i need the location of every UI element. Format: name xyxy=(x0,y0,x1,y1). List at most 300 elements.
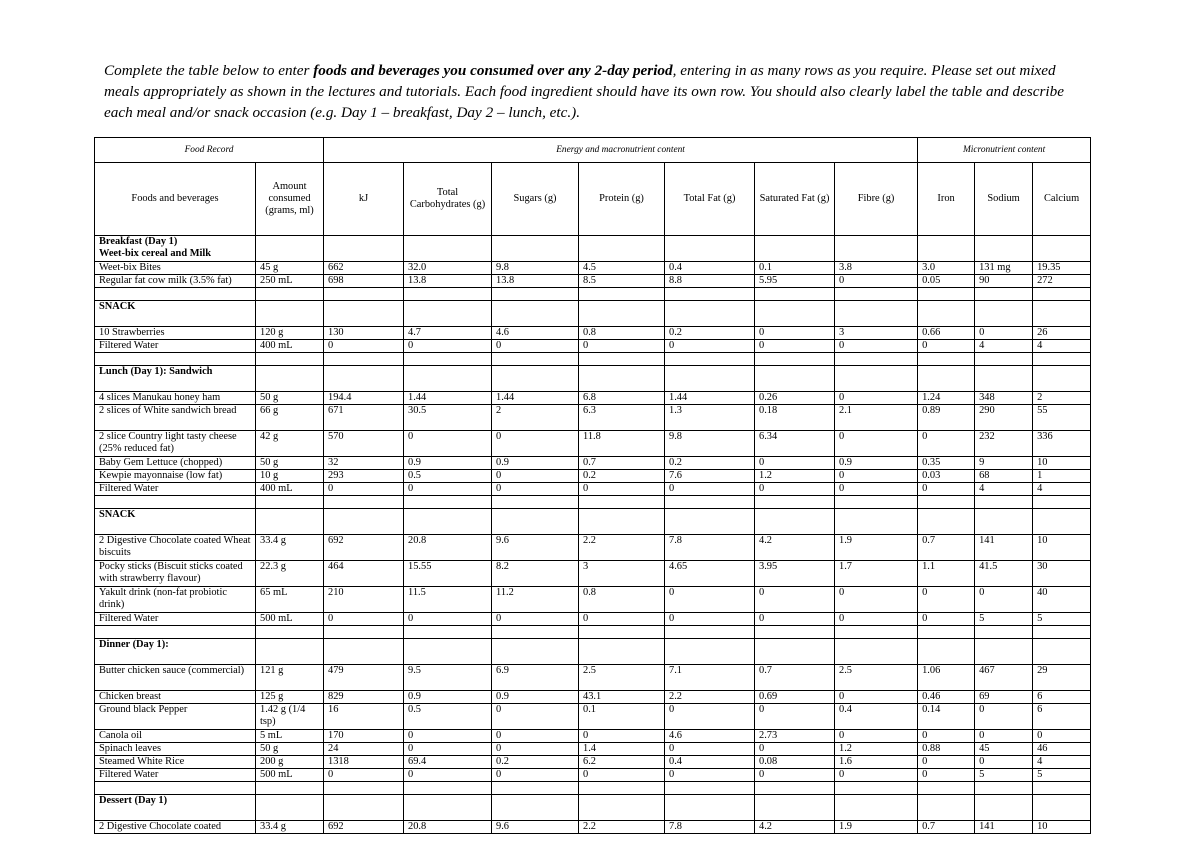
food-name-cell: Canola oil xyxy=(95,730,256,743)
nutrient-value-cell: 3.0 xyxy=(918,262,975,275)
nutrient-value-cell: 6.9 xyxy=(492,665,579,691)
food-item-row xyxy=(95,561,1091,587)
empty-cell xyxy=(975,236,1033,262)
nutrient-value-cell: 141 xyxy=(975,821,1033,834)
empty-cell xyxy=(835,236,918,262)
nutrient-value-cell: 30 xyxy=(1033,561,1091,587)
column-header: Total Fat (g) xyxy=(665,163,755,236)
food-name-cell: 10 Strawberries xyxy=(95,327,256,340)
empty-cell xyxy=(1033,639,1091,665)
empty-cell xyxy=(579,639,665,665)
energy-macronutrient-group-header: Energy and macronutrient content xyxy=(324,138,918,163)
nutrient-value-cell: 4.6 xyxy=(665,730,755,743)
nutrient-value-cell: 0 xyxy=(492,730,579,743)
nutrient-value-cell: 0 xyxy=(835,483,918,496)
food-item-row xyxy=(95,262,1091,275)
empty-cell xyxy=(404,236,492,262)
empty-cell xyxy=(324,301,404,327)
food-name-cell: Baby Gem Lettuce (chopped) xyxy=(95,457,256,470)
empty-cell xyxy=(404,496,492,509)
empty-cell xyxy=(404,366,492,392)
column-header: Sugars (g) xyxy=(492,163,579,236)
empty-cell xyxy=(404,626,492,639)
empty-cell xyxy=(324,509,404,535)
nutrient-value-cell: 0 xyxy=(579,730,665,743)
nutrient-value-cell: 9.8 xyxy=(665,431,755,457)
empty-cell xyxy=(1033,509,1091,535)
column-header: Calcium xyxy=(1033,163,1091,236)
nutrient-value-cell: 0.26 xyxy=(755,392,835,405)
nutrient-value-cell: 1.42 g (1/4 tsp) xyxy=(256,704,324,730)
instructions-bold-text: foods and beverages you consumed over any 2-day period xyxy=(313,62,673,79)
nutrient-value-cell: 671 xyxy=(324,405,404,431)
nutrient-value-cell: 6.2 xyxy=(579,756,665,769)
empty-cell xyxy=(918,496,975,509)
nutrient-value-cell: 1.44 xyxy=(665,392,755,405)
nutrient-value-cell: 0 xyxy=(918,730,975,743)
empty-cell xyxy=(918,366,975,392)
nutrient-value-cell: 0.88 xyxy=(918,743,975,756)
nutrient-value-cell: 500 mL xyxy=(256,613,324,626)
empty-cell xyxy=(324,626,404,639)
nutrient-value-cell: 3.95 xyxy=(755,561,835,587)
nutrient-value-cell: 0 xyxy=(755,769,835,782)
nutrient-value-cell: 0 xyxy=(835,431,918,457)
nutrient-value-cell: 0.69 xyxy=(755,691,835,704)
nutrient-value-cell: 336 xyxy=(1033,431,1091,457)
nutrient-value-cell: 0 xyxy=(324,483,404,496)
food-item-row xyxy=(95,340,1091,353)
nutrient-value-cell: 6.34 xyxy=(755,431,835,457)
food-item-row xyxy=(95,769,1091,782)
nutrient-value-cell: 4.2 xyxy=(755,821,835,834)
empty-cell xyxy=(492,353,579,366)
empty-cell xyxy=(1033,301,1091,327)
meal-section-label: SNACK xyxy=(95,509,256,535)
nutrient-value-cell: 1 xyxy=(1033,470,1091,483)
meal-section-label: Dinner (Day 1): xyxy=(95,639,256,665)
column-header-row xyxy=(95,163,1091,236)
nutrient-value-cell: 4 xyxy=(1033,756,1091,769)
nutrient-value-cell: 0 xyxy=(404,431,492,457)
nutrient-value-cell: 11.5 xyxy=(404,587,492,613)
empty-cell xyxy=(918,626,975,639)
nutrient-value-cell: 0 xyxy=(665,743,755,756)
food-name-cell: 2 Digestive Chocolate coated xyxy=(95,821,256,834)
food-item-row xyxy=(95,431,1091,457)
food-item-row xyxy=(95,756,1091,769)
food-name-cell: 4 slices Manukau honey ham xyxy=(95,392,256,405)
column-header: Protein (g) xyxy=(579,163,665,236)
empty-cell xyxy=(324,366,404,392)
food-name-cell: Weet-bix Bites xyxy=(95,262,256,275)
nutrient-value-cell: 400 mL xyxy=(256,483,324,496)
empty-cell xyxy=(835,301,918,327)
nutrient-value-cell: 4 xyxy=(975,483,1033,496)
nutrient-value-cell: 7.6 xyxy=(665,470,755,483)
empty-cell xyxy=(492,626,579,639)
column-header: Saturated Fat (g) xyxy=(755,163,835,236)
nutrient-value-cell: 0 xyxy=(835,691,918,704)
micronutrient-group-header: Micronutrient content xyxy=(918,138,1091,163)
empty-cell xyxy=(975,301,1033,327)
nutrient-value-cell: 42 g xyxy=(256,431,324,457)
nutrient-value-cell: 210 xyxy=(324,587,404,613)
empty-cell xyxy=(835,366,918,392)
food-item-row xyxy=(95,327,1091,340)
empty-cell xyxy=(665,301,755,327)
nutrient-value-cell: 50 g xyxy=(256,457,324,470)
nutrient-value-cell: 1.9 xyxy=(835,821,918,834)
nutrient-value-cell: 0 xyxy=(404,743,492,756)
spacer-row xyxy=(95,782,1091,795)
empty-cell xyxy=(755,639,835,665)
nutrient-value-cell: 692 xyxy=(324,821,404,834)
empty-cell xyxy=(918,236,975,262)
nutrient-value-cell: 43.1 xyxy=(579,691,665,704)
food-item-row xyxy=(95,704,1091,730)
empty-cell xyxy=(975,366,1033,392)
nutrient-value-cell: 0.5 xyxy=(404,470,492,483)
meal-section-row xyxy=(95,639,1091,665)
empty-cell xyxy=(918,301,975,327)
empty-cell xyxy=(918,353,975,366)
nutrient-value-cell: 0 xyxy=(665,613,755,626)
nutrient-value-cell: 0 xyxy=(835,340,918,353)
nutrient-value-cell: 33.4 g xyxy=(256,821,324,834)
nutrient-value-cell: 90 xyxy=(975,275,1033,288)
nutrient-value-cell: 1.24 xyxy=(918,392,975,405)
empty-cell xyxy=(256,366,324,392)
empty-cell xyxy=(665,626,755,639)
nutrient-value-cell: 0.4 xyxy=(835,704,918,730)
nutrient-value-cell: 4.65 xyxy=(665,561,755,587)
food-item-row xyxy=(95,457,1091,470)
food-name-cell: Pocky sticks (Biscuit sticks coated with strawberry flavour) xyxy=(95,561,256,587)
food-name-cell: Regular fat cow milk (3.5% fat) xyxy=(95,275,256,288)
column-header: Iron xyxy=(918,163,975,236)
meal-section-label: Lunch (Day 1): Sandwich xyxy=(95,366,256,392)
food-item-row xyxy=(95,821,1091,834)
nutrient-value-cell: 15.55 xyxy=(404,561,492,587)
nutrient-value-cell: 1.06 xyxy=(918,665,975,691)
empty-cell xyxy=(975,353,1033,366)
nutrient-value-cell: 0 xyxy=(404,769,492,782)
empty-cell xyxy=(918,782,975,795)
nutrient-value-cell: 0.4 xyxy=(665,262,755,275)
nutrient-value-cell: 50 g xyxy=(256,743,324,756)
nutrient-value-cell: 0.7 xyxy=(579,457,665,470)
empty-cell xyxy=(975,509,1033,535)
empty-cell xyxy=(1033,496,1091,509)
nutrient-value-cell: 4.2 xyxy=(755,535,835,561)
nutrient-value-cell: 0.7 xyxy=(918,535,975,561)
nutrient-value-cell: 1.1 xyxy=(918,561,975,587)
nutrient-value-cell: 0 xyxy=(492,470,579,483)
empty-cell xyxy=(665,353,755,366)
empty-cell xyxy=(918,288,975,301)
food-name-cell: Filtered Water xyxy=(95,340,256,353)
nutrient-value-cell: 0 xyxy=(835,730,918,743)
nutrient-value-cell: 0 xyxy=(1033,730,1091,743)
empty-cell xyxy=(579,496,665,509)
empty-cell xyxy=(492,366,579,392)
empty-cell xyxy=(1033,353,1091,366)
empty-cell xyxy=(324,496,404,509)
instructions-text-continued: , entering in as many rows as you require. Please set out mixed meals appropriately as shown in the lectures and tutorials. Each food ingredient should have its own row. You should also clearly label the table and describe each meal and/or snack occasion (e.g. Day 1 – breakfast, Day 2 – lunch, etc.). xyxy=(104,62,1064,121)
nutrient-value-cell: 0 xyxy=(404,730,492,743)
empty-cell xyxy=(404,353,492,366)
empty-cell xyxy=(579,236,665,262)
nutrient-value-cell: 45 xyxy=(975,743,1033,756)
spacer-row xyxy=(95,496,1091,509)
empty-cell xyxy=(256,626,324,639)
empty-cell xyxy=(256,288,324,301)
nutrient-value-cell: 0.14 xyxy=(918,704,975,730)
empty-cell xyxy=(492,782,579,795)
empty-cell xyxy=(975,626,1033,639)
nutrient-value-cell: 19.35 xyxy=(1033,262,1091,275)
column-header: Total Carbohydrates (g) xyxy=(404,163,492,236)
nutrient-value-cell: 0 xyxy=(579,340,665,353)
nutrient-value-cell: 479 xyxy=(324,665,404,691)
food-item-row xyxy=(95,691,1091,704)
nutrient-value-cell: 0 xyxy=(665,587,755,613)
nutrient-value-cell: 0 xyxy=(835,587,918,613)
empty-cell xyxy=(324,236,404,262)
nutrient-value-cell: 0.9 xyxy=(835,457,918,470)
nutrient-value-cell: 20.8 xyxy=(404,821,492,834)
nutrient-value-cell: 2.1 xyxy=(835,405,918,431)
empty-cell xyxy=(404,782,492,795)
empty-cell xyxy=(835,353,918,366)
empty-cell xyxy=(404,288,492,301)
nutrient-value-cell: 1.44 xyxy=(404,392,492,405)
empty-cell xyxy=(665,795,755,821)
empty-cell xyxy=(755,496,835,509)
nutrient-value-cell: 0.89 xyxy=(918,405,975,431)
empty-cell xyxy=(324,782,404,795)
nutrient-value-cell: 9 xyxy=(975,457,1033,470)
nutrient-value-cell: 2 xyxy=(1033,392,1091,405)
nutrient-value-cell: 0.1 xyxy=(579,704,665,730)
empty-cell xyxy=(324,639,404,665)
nutrient-value-cell: 692 xyxy=(324,535,404,561)
food-item-row xyxy=(95,535,1091,561)
nutrient-value-cell: 8.2 xyxy=(492,561,579,587)
nutrient-value-cell: 0 xyxy=(492,483,579,496)
nutrient-value-cell: 3.8 xyxy=(835,262,918,275)
nutrient-value-cell: 0 xyxy=(918,483,975,496)
empty-cell xyxy=(835,509,918,535)
nutrient-value-cell: 0 xyxy=(918,587,975,613)
nutrient-value-cell: 0 xyxy=(975,756,1033,769)
empty-cell xyxy=(579,301,665,327)
nutrient-value-cell: 8.8 xyxy=(665,275,755,288)
nutrient-value-cell: 13.8 xyxy=(492,275,579,288)
food-item-row xyxy=(95,613,1091,626)
nutrient-value-cell: 698 xyxy=(324,275,404,288)
nutrient-value-cell: 130 xyxy=(324,327,404,340)
empty-cell xyxy=(1033,236,1091,262)
nutrient-value-cell: 22.3 g xyxy=(256,561,324,587)
nutrient-value-cell: 0 xyxy=(492,704,579,730)
nutrient-value-cell: 0 xyxy=(492,340,579,353)
food-name-cell: Kewpie mayonnaise (low fat) xyxy=(95,470,256,483)
nutrient-value-cell: 6.3 xyxy=(579,405,665,431)
nutrient-value-cell: 662 xyxy=(324,262,404,275)
nutrient-value-cell: 4 xyxy=(1033,340,1091,353)
nutrient-value-cell: 5 xyxy=(975,613,1033,626)
nutrient-value-cell: 0 xyxy=(492,769,579,782)
nutrient-value-cell: 1.7 xyxy=(835,561,918,587)
empty-cell xyxy=(492,795,579,821)
spacer-row xyxy=(95,626,1091,639)
empty-cell xyxy=(975,639,1033,665)
nutrient-value-cell: 9.6 xyxy=(492,821,579,834)
nutrient-value-cell: 0 xyxy=(835,275,918,288)
nutrient-value-cell: 0.7 xyxy=(755,665,835,691)
nutrient-value-cell: 5 xyxy=(975,769,1033,782)
empty-cell xyxy=(665,509,755,535)
nutrient-value-cell: 500 mL xyxy=(256,769,324,782)
empty-cell xyxy=(492,509,579,535)
nutrient-value-cell: 1.9 xyxy=(835,535,918,561)
nutrient-value-cell: 3 xyxy=(835,327,918,340)
nutrient-value-cell: 0 xyxy=(755,587,835,613)
nutrient-value-cell: 829 xyxy=(324,691,404,704)
nutrient-value-cell: 0.46 xyxy=(918,691,975,704)
nutrient-value-cell: 0 xyxy=(324,769,404,782)
nutrient-value-cell: 0 xyxy=(665,704,755,730)
food-item-row xyxy=(95,730,1091,743)
nutrient-value-cell: 293 xyxy=(324,470,404,483)
nutrient-value-cell: 0 xyxy=(404,340,492,353)
nutrient-value-cell: 0 xyxy=(404,613,492,626)
empty-cell xyxy=(256,236,324,262)
empty-cell xyxy=(975,795,1033,821)
nutrient-value-cell: 29 xyxy=(1033,665,1091,691)
nutrient-value-cell: 0 xyxy=(665,340,755,353)
empty-cell xyxy=(404,509,492,535)
nutrient-value-cell: 0.9 xyxy=(404,691,492,704)
nutrient-value-cell: 9.5 xyxy=(404,665,492,691)
empty-cell xyxy=(256,782,324,795)
food-name-cell: Filtered Water xyxy=(95,613,256,626)
nutrient-value-cell: 1.2 xyxy=(755,470,835,483)
food-name-cell: 2 Digestive Chocolate coated Wheat biscuits xyxy=(95,535,256,561)
nutrient-value-cell: 4 xyxy=(1033,483,1091,496)
nutrient-value-cell: 24 xyxy=(324,743,404,756)
nutrient-value-cell: 5 mL xyxy=(256,730,324,743)
nutrient-value-cell: 0.9 xyxy=(492,457,579,470)
nutrient-value-cell: 45 g xyxy=(256,262,324,275)
column-header: Foods and beverages xyxy=(95,163,256,236)
empty-cell xyxy=(95,626,256,639)
nutrient-value-cell: 0 xyxy=(918,613,975,626)
food-item-row xyxy=(95,587,1091,613)
nutrient-value-cell: 0 xyxy=(324,340,404,353)
nutrient-value-cell: 4.5 xyxy=(579,262,665,275)
food-name-cell: Spinach leaves xyxy=(95,743,256,756)
nutrient-value-cell: 40 xyxy=(1033,587,1091,613)
empty-cell xyxy=(404,301,492,327)
nutrient-value-cell: 9.6 xyxy=(492,535,579,561)
food-name-cell: 2 slices of White sandwich bread xyxy=(95,405,256,431)
nutrient-value-cell: 1.3 xyxy=(665,405,755,431)
empty-cell xyxy=(755,353,835,366)
empty-cell xyxy=(755,288,835,301)
nutrient-value-cell: 0.35 xyxy=(918,457,975,470)
nutrient-value-cell: 0.2 xyxy=(665,457,755,470)
nutrient-value-cell: 121 g xyxy=(256,665,324,691)
nutrient-value-cell: 41.5 xyxy=(975,561,1033,587)
meal-section-label: Breakfast (Day 1) Weet-bix cereal and Milk xyxy=(95,236,256,262)
column-header: kJ xyxy=(324,163,404,236)
nutrient-value-cell: 3 xyxy=(579,561,665,587)
nutrient-value-cell: 16 xyxy=(324,704,404,730)
nutrient-value-cell: 570 xyxy=(324,431,404,457)
nutrient-value-cell: 0.9 xyxy=(404,457,492,470)
nutrient-value-cell: 0.08 xyxy=(755,756,835,769)
empty-cell xyxy=(835,639,918,665)
empty-cell xyxy=(918,509,975,535)
nutrient-value-cell: 13.8 xyxy=(404,275,492,288)
empty-cell xyxy=(404,795,492,821)
food-name-cell: Yakult drink (non-fat probiotic drink) xyxy=(95,587,256,613)
nutrient-value-cell: 250 mL xyxy=(256,275,324,288)
food-name-cell: Filtered Water xyxy=(95,769,256,782)
empty-cell xyxy=(492,639,579,665)
instructions-text: Complete the table below to enter xyxy=(104,62,314,79)
empty-cell xyxy=(665,496,755,509)
meal-section-row xyxy=(95,509,1091,535)
nutrient-value-cell: 0 xyxy=(835,470,918,483)
empty-cell xyxy=(975,782,1033,795)
food-name-cell: Butter chicken sauce (commercial) xyxy=(95,665,256,691)
empty-cell xyxy=(1033,626,1091,639)
nutrient-value-cell: 464 xyxy=(324,561,404,587)
nutrient-value-cell: 10 g xyxy=(256,470,324,483)
nutrient-value-cell: 0.05 xyxy=(918,275,975,288)
nutrient-value-cell: 0 xyxy=(755,457,835,470)
nutrient-value-cell: 0.8 xyxy=(579,587,665,613)
nutrient-value-cell: 0 xyxy=(755,613,835,626)
nutrient-value-cell: 0 xyxy=(579,769,665,782)
empty-cell xyxy=(256,639,324,665)
nutrient-value-cell: 6.8 xyxy=(579,392,665,405)
empty-cell xyxy=(492,496,579,509)
empty-cell xyxy=(256,301,324,327)
meal-section-row xyxy=(95,301,1091,327)
empty-cell xyxy=(95,782,256,795)
nutrient-value-cell: 0 xyxy=(918,340,975,353)
food-name-cell: 2 slice Country light tasty cheese (25% reduced fat) xyxy=(95,431,256,457)
group-header-row xyxy=(95,138,1091,163)
nutrient-value-cell: 0 xyxy=(975,730,1033,743)
empty-cell xyxy=(665,639,755,665)
nutrient-value-cell: 0 xyxy=(579,483,665,496)
nutrient-value-cell: 0 xyxy=(665,769,755,782)
spacer-row xyxy=(95,288,1091,301)
food-name-cell: Chicken breast xyxy=(95,691,256,704)
nutrient-value-cell: 0.8 xyxy=(579,327,665,340)
food-item-row xyxy=(95,392,1091,405)
empty-cell xyxy=(579,353,665,366)
nutrient-value-cell: 0 xyxy=(579,613,665,626)
empty-cell xyxy=(755,795,835,821)
nutrient-value-cell: 0 xyxy=(755,483,835,496)
